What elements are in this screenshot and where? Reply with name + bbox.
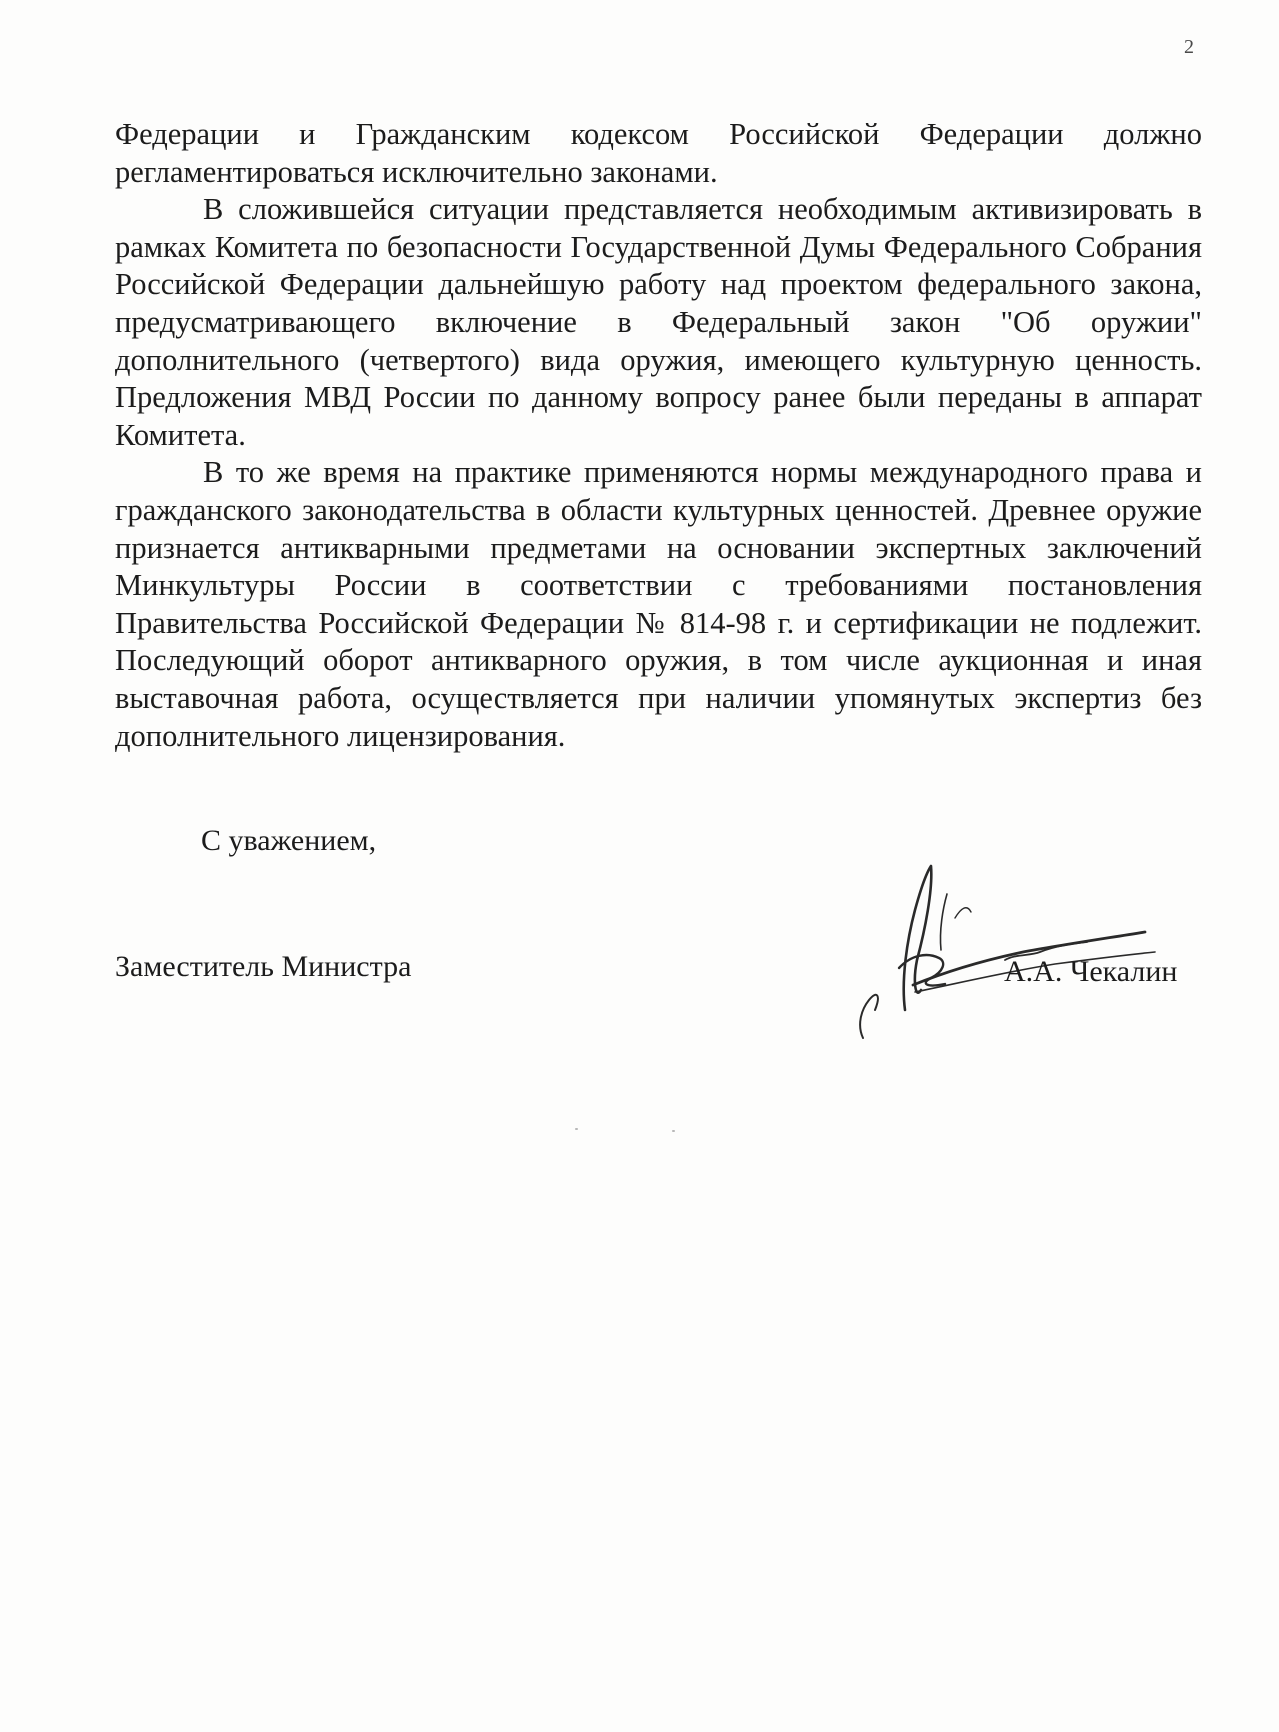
- scan-speck: [575, 1128, 578, 1130]
- paragraph-continuation: Федерации и Гражданским кодексом Российской Федерации должно регламентироваться исключительно законами.: [115, 117, 1202, 189]
- letter-body: [115, 116, 1202, 755]
- closing-salutation: С уважением,: [201, 824, 377, 857]
- handwritten-signature: [855, 860, 1178, 1040]
- scan-speck: [672, 1130, 675, 1132]
- paragraph-antique-weapons: В то же время на практике применяются нормы международного права и гражданского законодательства в области культурных ценностей. Древнее оружие признается антикварными предметами на основании экспертных заключений Минкультуры России в соответствии с требованиями постановления Правительства Российской Федерации № 814-98 г. и сертификации не подлежит. Последующий оборот антикварного оружия, в том числе аукционная и иная выставочная работа, осуществляется при наличии упомянутых экспертиз без дополнительного лицензирования.: [115, 455, 1202, 753]
- paragraph-committee-proposal: В сложившейся ситуации представляется необходимым активизировать в рамках Комитета по безопасности Государственной Думы Федерального Собрания Российской Федерации дальнейшую работу над проектом федерального закона, предусматривающего включение в Федеральный закон "Об оружии" дополнительного (четвертого) вида оружия, имеющего культурную ценность. Предложения МВД России по данному вопросу ранее были переданы в аппарат Комитета.: [115, 192, 1202, 452]
- signatory-position: Заместитель Министра: [115, 950, 412, 983]
- page-number: 2: [1184, 36, 1194, 58]
- signatory-name: А.А. Чекалин: [1004, 955, 1178, 988]
